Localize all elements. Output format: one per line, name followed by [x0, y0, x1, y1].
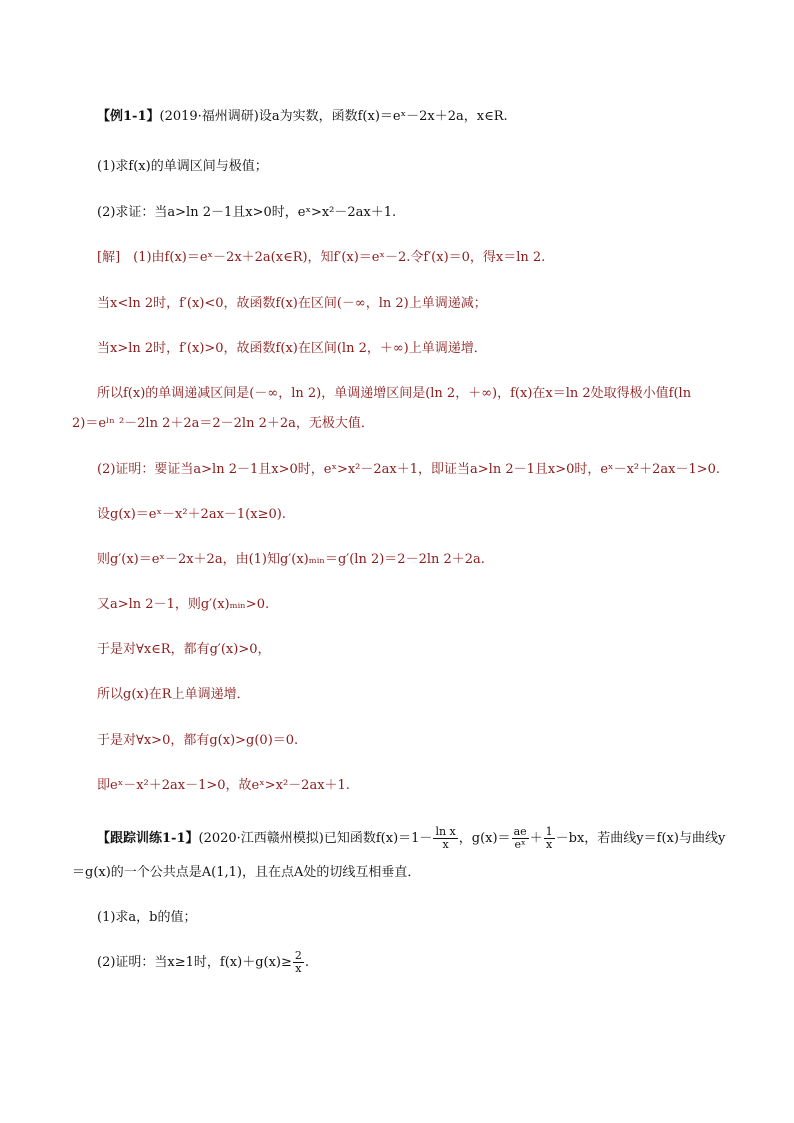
solution-line: 当x>ln 2时，f′(x)>0，故函数f(x)在区间(ln 2，＋∞)上单调递增． — [97, 341, 487, 356]
practice-source: (2020·江西赣州模拟) — [198, 831, 324, 846]
practice-stem-part: 已知函数f(x)＝1－ — [323, 831, 433, 846]
practice-stem — [97, 826, 754, 852]
practice-stem-part: ，g(x)＝ — [458, 831, 511, 846]
fraction-numerator: 2 — [294, 949, 302, 962]
practice-stem-line-2: ＝g(x)的一个公共点是A(1,1)，且在点A处的切线互相垂直． — [72, 865, 421, 880]
fraction-denominator: x — [295, 962, 302, 975]
solution-line: [解] (1)由f(x)＝eˣ－2x＋2a(x∈R)，知f′(x)＝eˣ－2.令f′(x)＝0，得x＝ln 2. — [97, 250, 546, 265]
practice-stem-part: ＋ — [529, 831, 543, 846]
practice-question-1: (1)求a，b的值； — [97, 910, 197, 925]
practice-question-2-end: . — [304, 955, 310, 970]
solution-line: 当x<ln 2时，f′(x)<0，故函数f(x)在区间(－∞，ln 2)上单调递减； — [97, 296, 487, 311]
fraction — [293, 950, 304, 975]
fraction — [433, 826, 457, 851]
example-source: (2019·福州调研) — [159, 109, 259, 124]
fraction-numerator: ln x — [435, 825, 456, 838]
solution-line: 2)＝eˡⁿ ²－2ln 2＋2a＝2－2ln 2＋2a，无极大值． — [72, 416, 374, 431]
fraction-numerator: 1 — [545, 825, 553, 838]
solution-line: 于是对∀x∈R，都有g′(x)>0， — [97, 642, 271, 657]
solution-line: 所以f(x)的单调递减区间是(－∞，ln 2)，单调递增区间是(ln 2，＋∞)，f(x)在x＝ln 2处取得极小值f(ln — [97, 386, 692, 401]
practice-question-2-text: (2)证明：当x≥1时，f(x)＋g(x)≥ — [97, 955, 292, 970]
example-stem — [97, 108, 754, 126]
practice-tag: 【跟踪训练1-1】 — [97, 831, 199, 846]
solution-line: 即eˣ－x²＋2ax－1>0，故eˣ>x²－2ax＋1. — [97, 778, 350, 793]
solution-line: 所以g(x)在R上单调递增． — [97, 687, 250, 702]
example-question-2: (2)求证：当a>ln 2－1且x>0时，eˣ>x²－2ax＋1. — [97, 205, 397, 220]
solution-line: 于是对∀x>0，都有g(x)>g(0)＝0. — [97, 733, 299, 748]
fraction — [512, 826, 529, 851]
solution-line: (2)证明：要证当a>ln 2－1且x>0时，eˣ>x²－2ax＋1，即证当a>ln 2－1且x>0时，eˣ－x²＋2ax－1>0. — [97, 462, 721, 477]
fraction-denominator: x — [546, 838, 553, 851]
solution-line: 又a>ln 2－1，则g′(x)ₘᵢₙ>0. — [97, 597, 270, 612]
fraction-denominator: eˣ — [514, 838, 526, 851]
fraction — [544, 826, 555, 851]
example-stem-text: 设a为实数，函数f(x)＝eˣ－2x＋2a，x∈R. — [258, 109, 508, 124]
solution-line: 则g′(x)＝eˣ－2x＋2a，由(1)知g′(x)ₘᵢₙ＝g′(ln 2)＝2－2ln 2＋2a. — [97, 552, 485, 567]
practice-question-2 — [97, 950, 754, 976]
practice-stem-part: －bx，若曲线y＝f(x)与曲线y — [555, 831, 726, 846]
fraction-denominator: x — [442, 838, 449, 851]
fraction-numerator: ae — [513, 825, 527, 838]
example-tag: 【例1-1】 — [97, 109, 160, 124]
solution-line: 设g(x)＝eˣ－x²＋2ax－1(x≥0). — [97, 507, 286, 522]
example-question-1: (1)求f(x)的单调区间与极值； — [97, 159, 268, 174]
